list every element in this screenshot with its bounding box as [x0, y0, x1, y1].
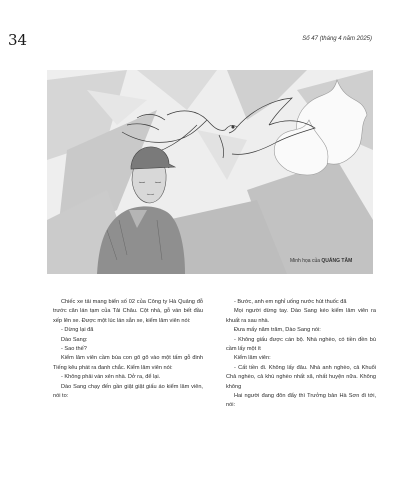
paragraph: Hai người đang đôn đẩy thì Trưởng bản Hà Sơn đi tới, nói:	[226, 393, 376, 409]
caption-artist: QUÁNG TÂM	[321, 258, 353, 264]
illustration	[47, 70, 373, 274]
paragraph: - Không giấu được cán bộ. Nhà nghèo, có tiền đền bù cầm lấy một ít	[226, 336, 376, 353]
paragraph: - Cất tiền đi. Không lấy đâu. Nhà anh nghèo, cả Khuổi Chả nghèo, cả khú nghèo nhất xã, nhất huyện nữa. Không không	[226, 364, 376, 390]
paragraph: - Không phải ván xẻn nhà. Dở ra, để lại.	[61, 374, 161, 381]
paragraph: - Sao thế?	[61, 346, 87, 353]
article-right-column	[226, 298, 376, 411]
issue-info: Số 47 (tháng 4 năm 2025)	[302, 36, 372, 42]
illustration-caption	[290, 258, 352, 264]
page-number: 34	[8, 31, 28, 49]
paragraph: Dào Sang:	[61, 336, 88, 343]
paragraph: Kiểm lâm viên cầm búa con gõ gõ vào một tấm gỗ đinh Tiếng kêu phát ra đanh chắc. Kiểm lâm viên nói:	[53, 355, 203, 371]
paragraph: - Bước, anh em nghỉ uống nước hút thuốc đã	[234, 299, 347, 305]
paragraph: Mọi người dừng tay. Dào Sang kéo kiểm lâm viên ra khuất ra sau nhà.	[226, 308, 376, 324]
paragraph: Dào Sang chạy đến gần giật giật giấu áo kiểm lâm viên, nói to:	[53, 383, 203, 400]
paragraph: Kiểm lâm viên:	[234, 355, 271, 362]
paragraph: Chiếc xe tải mang biển số 02 của Công ty Hà Quảng đỗ trước căn lán tạm của Tải Châu. Cột nhà, gỗ ván bết đầu xếp lên xe. Được một lúc lán sẵn xe, kiểm lâm viên nói:	[53, 299, 203, 324]
article-left-column	[53, 298, 203, 401]
paragraph: Đưa mấy năm trăm, Dào Sang nói:	[234, 327, 321, 334]
paragraph: - Dừng lại đã	[61, 327, 94, 334]
caption-prefix: Minh họa của	[290, 258, 321, 264]
